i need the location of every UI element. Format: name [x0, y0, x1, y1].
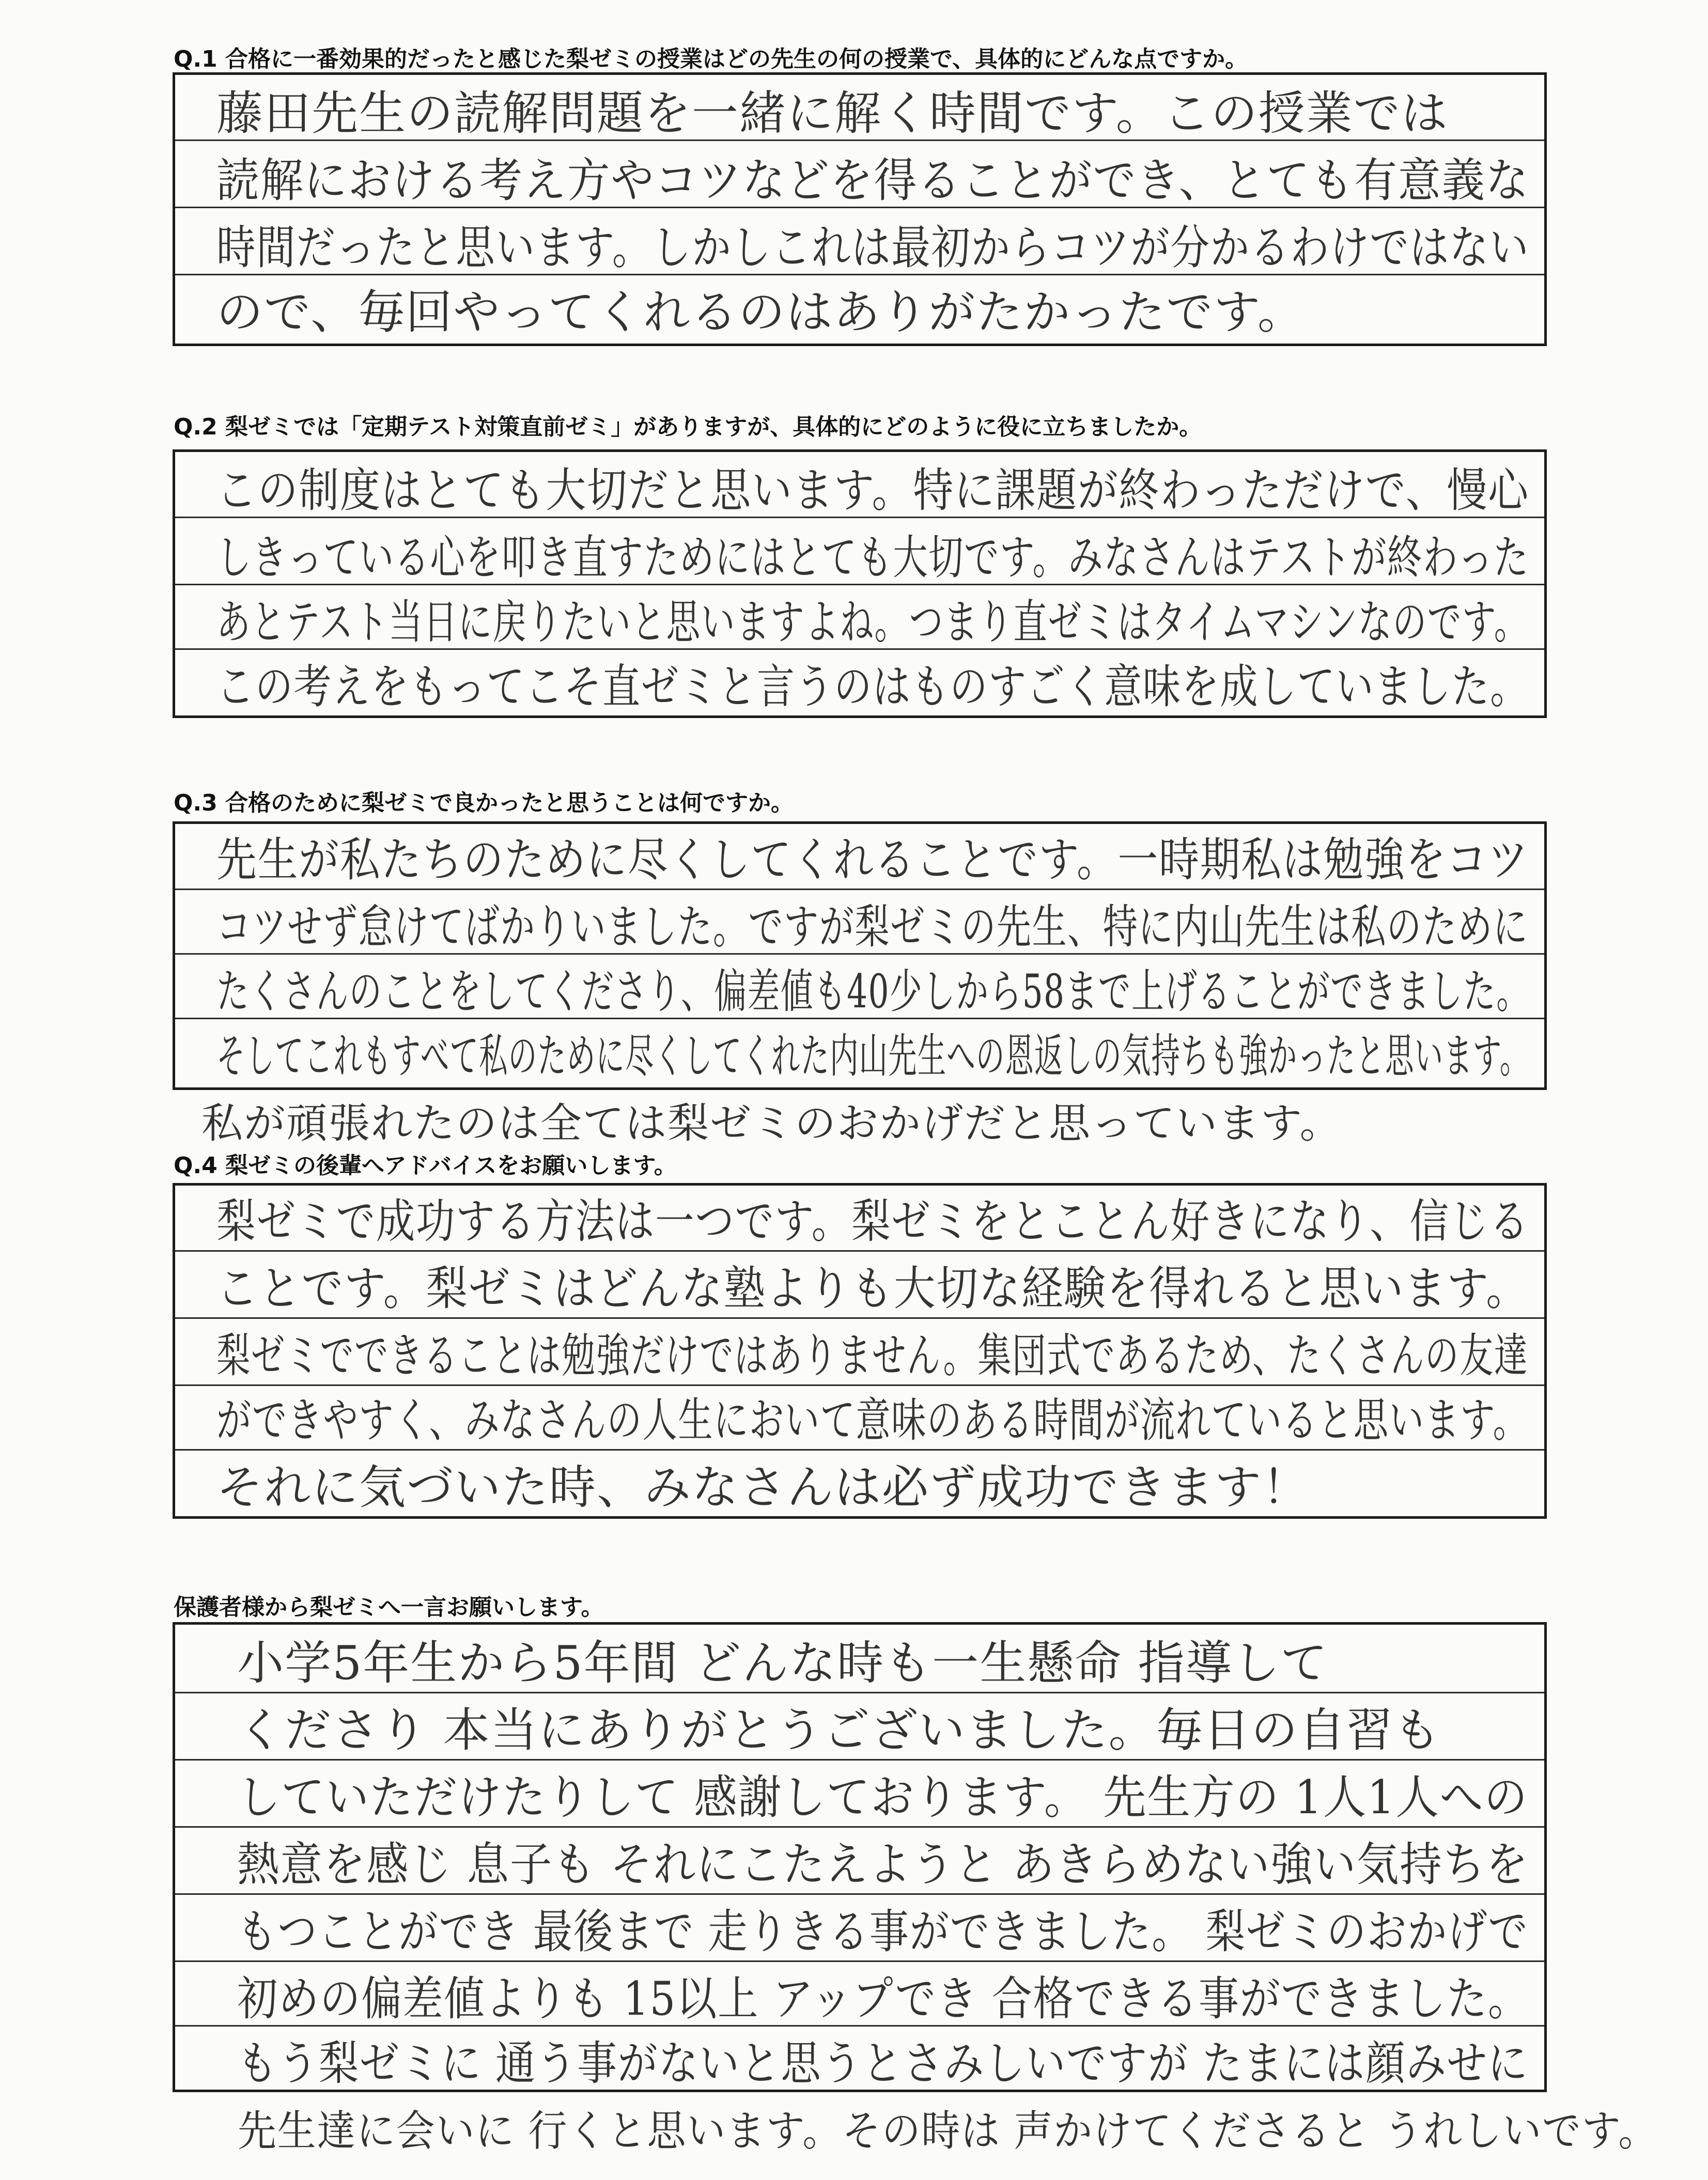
ruled-line	[175, 1317, 1544, 1319]
q4-answer-line-2: ことです。梨ゼミはどんな塾よりも大切な経験を得れると思います。	[216, 1262, 1529, 1316]
ruled-line	[175, 1759, 1544, 1761]
q4-label: Q.4 梨ゼミの後輩へアドバイスをお願いします。	[174, 1153, 677, 1179]
ruled-line	[175, 1250, 1544, 1252]
ruled-line	[175, 1826, 1544, 1828]
ruled-line	[175, 1960, 1544, 1962]
q4-answer-line-3: 梨ゼミでできることは勉強だけではありません。集団式であるため、たくさんの友達	[216, 1329, 1529, 1383]
q3-answer-line-4: そしてこれもすべて私のために尽くしてくれた内山先生への恩返しの気持ちも強かったと思います。	[216, 1029, 1529, 1083]
q4-answer-box	[173, 1183, 1547, 1519]
parent-answer-line-3: していただけたりして 感謝しております。 先生方の 1人1人への	[237, 1770, 1529, 1825]
q2-answer-box	[173, 449, 1547, 718]
parent-answer-line-2: くださり 本当にありがとうございました。毎日の自習も	[237, 1703, 1441, 1757]
ruled-line	[175, 1692, 1544, 1693]
q2-label: Q.2 梨ゼミでは「定期テスト対策直前ゼミ」がありますが、具体的にどのように役に立ちましたか。	[174, 414, 1202, 440]
q2-answer-line-2: しきっている心を叩き直すためにはとても大切です。みなさんはテストが終わった	[216, 531, 1529, 585]
q4-answer-line-5: それに気づいた時、みなさんは必ず成功できます！	[216, 1460, 1310, 1515]
q3-answer-line-3: たくさんのことをしてくださり、偏差値も40少しから58まで上げることができました。	[216, 964, 1530, 1019]
q1-label: Q.1 合格に一番効果的だったと感じた梨ゼミの授業はどの先生の何の授業で、具体的にどんな点ですか。	[174, 46, 1248, 72]
q1-answer-line-4: ので、毎回やってくれるのはありがたかったです。	[216, 285, 1305, 339]
q3-label: Q.3 合格のために梨ゼミで良かったと思うことは何ですか。	[174, 790, 794, 816]
q4-answer-line-1: 梨ゼミで成功する方法は一つです。梨ゼミをとことん好きになり、信じる	[216, 1194, 1530, 1249]
q1-answer-line-3: 時間だったと思います。しかしこれは最初からコツが分かるわけではない	[216, 221, 1530, 275]
parent-answer-box	[173, 1622, 1547, 2092]
ruled-line	[175, 1449, 1544, 1451]
ruled-line	[175, 1893, 1544, 1895]
parent-answer-line-7: もう梨ゼミに 通う事がないと思うとさみしいですが たまには顔みせに	[237, 2036, 1529, 2091]
q1-answer-box	[173, 72, 1547, 346]
q1-answer-line-2: 読解における考え方やコツなどを得ることができ、とても有意義な	[216, 153, 1530, 208]
parent-answer-line-1: 小学5年生から5年間 どんな時も一生懸命 指導して	[237, 1636, 1328, 1690]
q3-answer-line-2: コツせず怠けてばかりいました。ですが梨ゼミの先生、特に内山先生は私のために	[216, 900, 1529, 954]
parent-answer-line-4: 熱意を感じ 息子も それにこたえようと あきらめない強い気持ちを	[237, 1838, 1529, 1892]
parent-label: 保護者様から梨ゼミへ一言お願いします。	[174, 1594, 604, 1621]
q4-answer-line-4: ができやすく、みなさんの人生において意味のある時間が流れていると思います。	[216, 1393, 1529, 1447]
q2-answer-line-1: この制度はとても大切だと思います。特に課題が終わっただけで、慢心	[216, 463, 1529, 518]
parent-answer-line-5: もつことができ 最後まで 走りきる事ができました。 梨ゼミのおかげで	[237, 1905, 1529, 1959]
q3-answer-box	[173, 821, 1547, 1090]
q3-answer-line-1: 先生が私たちのために尽くしてくれることです。一時期私は勉強をコツ	[216, 833, 1529, 887]
parent-answer-line-6: 初めの偏差値よりも 15以上 アップでき 合格できる事ができました。	[237, 1972, 1530, 2026]
q3-answer-line-5: 私が頑張れたのは全ては梨ゼミのおかげだと思っています。	[201, 1099, 1342, 1147]
q2-answer-line-4: この考えをもってこそ直ゼミと言うのはものすごく意味を成していました。	[216, 660, 1529, 714]
ruled-line	[175, 1384, 1544, 1386]
ruled-line	[175, 889, 1544, 890]
q2-answer-line-3: あとテスト当日に戻りたいと思いますよね。つまり直ゼミはタイムマシンなのです。	[216, 595, 1529, 649]
q1-answer-line-1: 藤田先生の読解問題を一緒に解く時間です。この授業では	[216, 86, 1449, 141]
parent-answer-line-8: 先生達に会いに 行くと思います。その時は 声かけてくださると うれしいです。	[238, 2107, 1658, 2156]
